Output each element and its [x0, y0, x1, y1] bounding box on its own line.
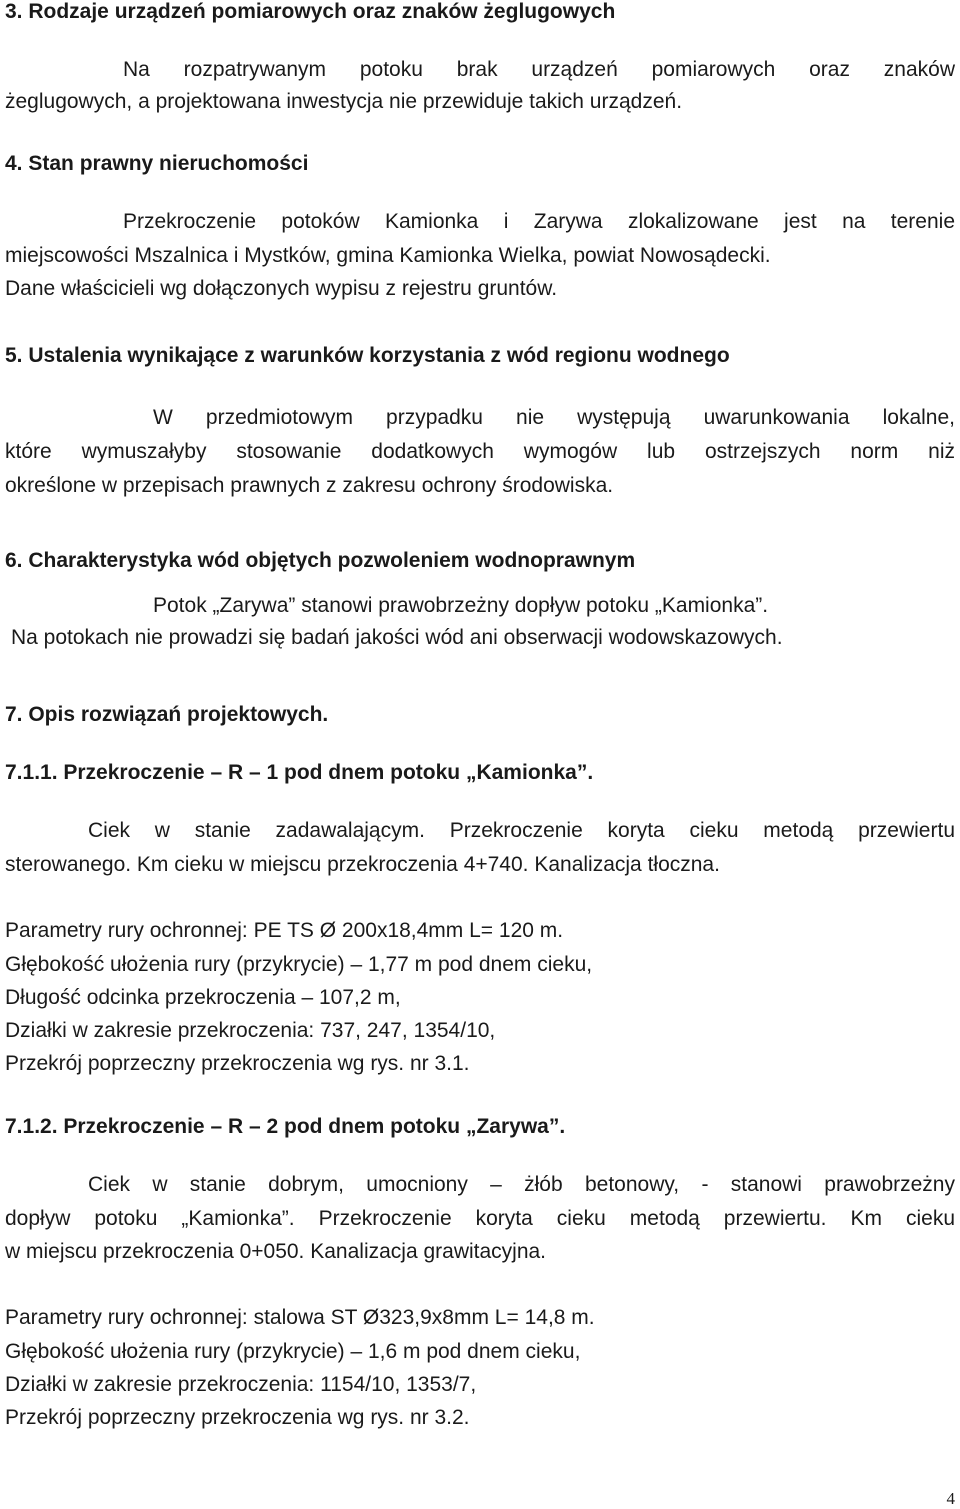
subsection-7-1-1-paragraph-line-2: sterowanego. Km cieku w miejscu przekroczenia 4+740. Kanalizacja tłoczna.	[5, 853, 720, 876]
section-6-heading: 6. Charakterystyka wód objętych pozwoleniem wodnoprawnym	[5, 549, 636, 572]
section-6-paragraph-line-2: Na potokach nie prowadzi się badań jakości wód ani obserwacji wodowskazowych.	[11, 626, 783, 649]
subsection-7-1-2-param-line: Głębokość ułożenia rury (przykrycie) – 1,6 m pod dnem cieku,	[5, 1340, 581, 1363]
subsection-7-1-1-param-line: Głębokość ułożenia rury (przykrycie) – 1,77 m pod dnem cieku,	[5, 953, 593, 976]
section-5-paragraph-line-3: określone w przepisach prawnych z zakresu ochrony środowiska.	[5, 474, 614, 497]
section-4-paragraph-line-2: miejscowości Mszalnica i Mystków, gmina Kamionka Wielka, powiat Nowosądecki.	[5, 244, 771, 267]
subsection-7-1-2-param-line: Działki w zakresie przekroczenia: 1154/10, 1353/7,	[5, 1373, 477, 1396]
subsection-7-1-1-param-line: Parametry rury ochronnej: PE TS Ø 200x18,4mm L= 120 m.	[5, 919, 564, 942]
subsection-7-1-2-heading: 7.1.2. Przekroczenie – R – 2 pod dnem potoku „Zarywa”.	[5, 1115, 566, 1138]
subsection-7-1-1-param-line: Działki w zakresie przekroczenia: 737, 247, 1354/10,	[5, 1019, 496, 1042]
section-3-heading: 3. Rodzaje urządzeń pomiarowych oraz znaków żeglugowych	[5, 0, 616, 23]
section-6-paragraph-line-1: Potok „Zarywa” stanowi prawobrzeżny dopływ potoku „Kamionka”.	[153, 594, 769, 617]
section-4-paragraph-line-1: Przekroczenie potoków Kamionka i Zarywa zlokalizowane jest na terenie	[123, 210, 955, 233]
subsection-7-1-2-paragraph-line-3: w miejscu przekroczenia 0+050. Kanalizacja grawitacyjna.	[5, 1240, 547, 1263]
section-7-heading: 7. Opis rozwiązań projektowych.	[5, 703, 329, 726]
section-4-heading: 4. Stan prawny nieruchomości	[5, 152, 309, 175]
subsection-7-1-1-paragraph-line-1: Ciek w stanie zadawalającym. Przekroczenie koryta cieku metodą przewiertu	[88, 819, 955, 842]
subsection-7-1-2-param-line: Parametry rury ochronnej: stalowa ST Ø323,9x8mm L= 14,8 m.	[5, 1306, 595, 1329]
section-5-paragraph-line-1: W przedmiotowym przypadku nie występują uwarunkowania lokalne,	[153, 406, 955, 429]
page-number: 4	[946, 1489, 955, 1508]
subsection-7-1-2-paragraph-line-2: dopływ potoku „Kamionka”. Przekroczenie koryta cieku metodą przewiertu. Km cieku	[5, 1207, 955, 1230]
section-3-paragraph-line-1: Na rozpatrywanym potoku brak urządzeń pomiarowych oraz znaków	[123, 58, 955, 81]
section-3-paragraph-line-2: żeglugowych, a projektowana inwestycja nie przewiduje takich urządzeń.	[5, 90, 683, 113]
section-5-heading: 5. Ustalenia wynikające z warunków korzystania z wód regionu wodnego	[5, 344, 730, 367]
section-5-paragraph-line-2: które wymuszałyby stosowanie dodatkowych wymogów lub ostrzejszych norm niż	[5, 440, 955, 463]
subsection-7-1-1-param-line: Przekrój poprzeczny przekroczenia wg rys. nr 3.1.	[5, 1052, 470, 1075]
section-4-paragraph-line-3: Dane właścicieli wg dołączonych wypisu z rejestru gruntów.	[5, 277, 558, 300]
subsection-7-1-1-param-line: Długość odcinka przekroczenia – 107,2 m,	[5, 986, 401, 1009]
subsection-7-1-2-paragraph-line-1: Ciek w stanie dobrym, umocniony – żłób betonowy, - stanowi prawobrzeżny	[88, 1173, 955, 1196]
subsection-7-1-2-param-line: Przekrój poprzeczny przekroczenia wg rys. nr 3.2.	[5, 1406, 470, 1429]
subsection-7-1-1-heading: 7.1.1. Przekroczenie – R – 1 pod dnem potoku „Kamionka”.	[5, 761, 594, 784]
